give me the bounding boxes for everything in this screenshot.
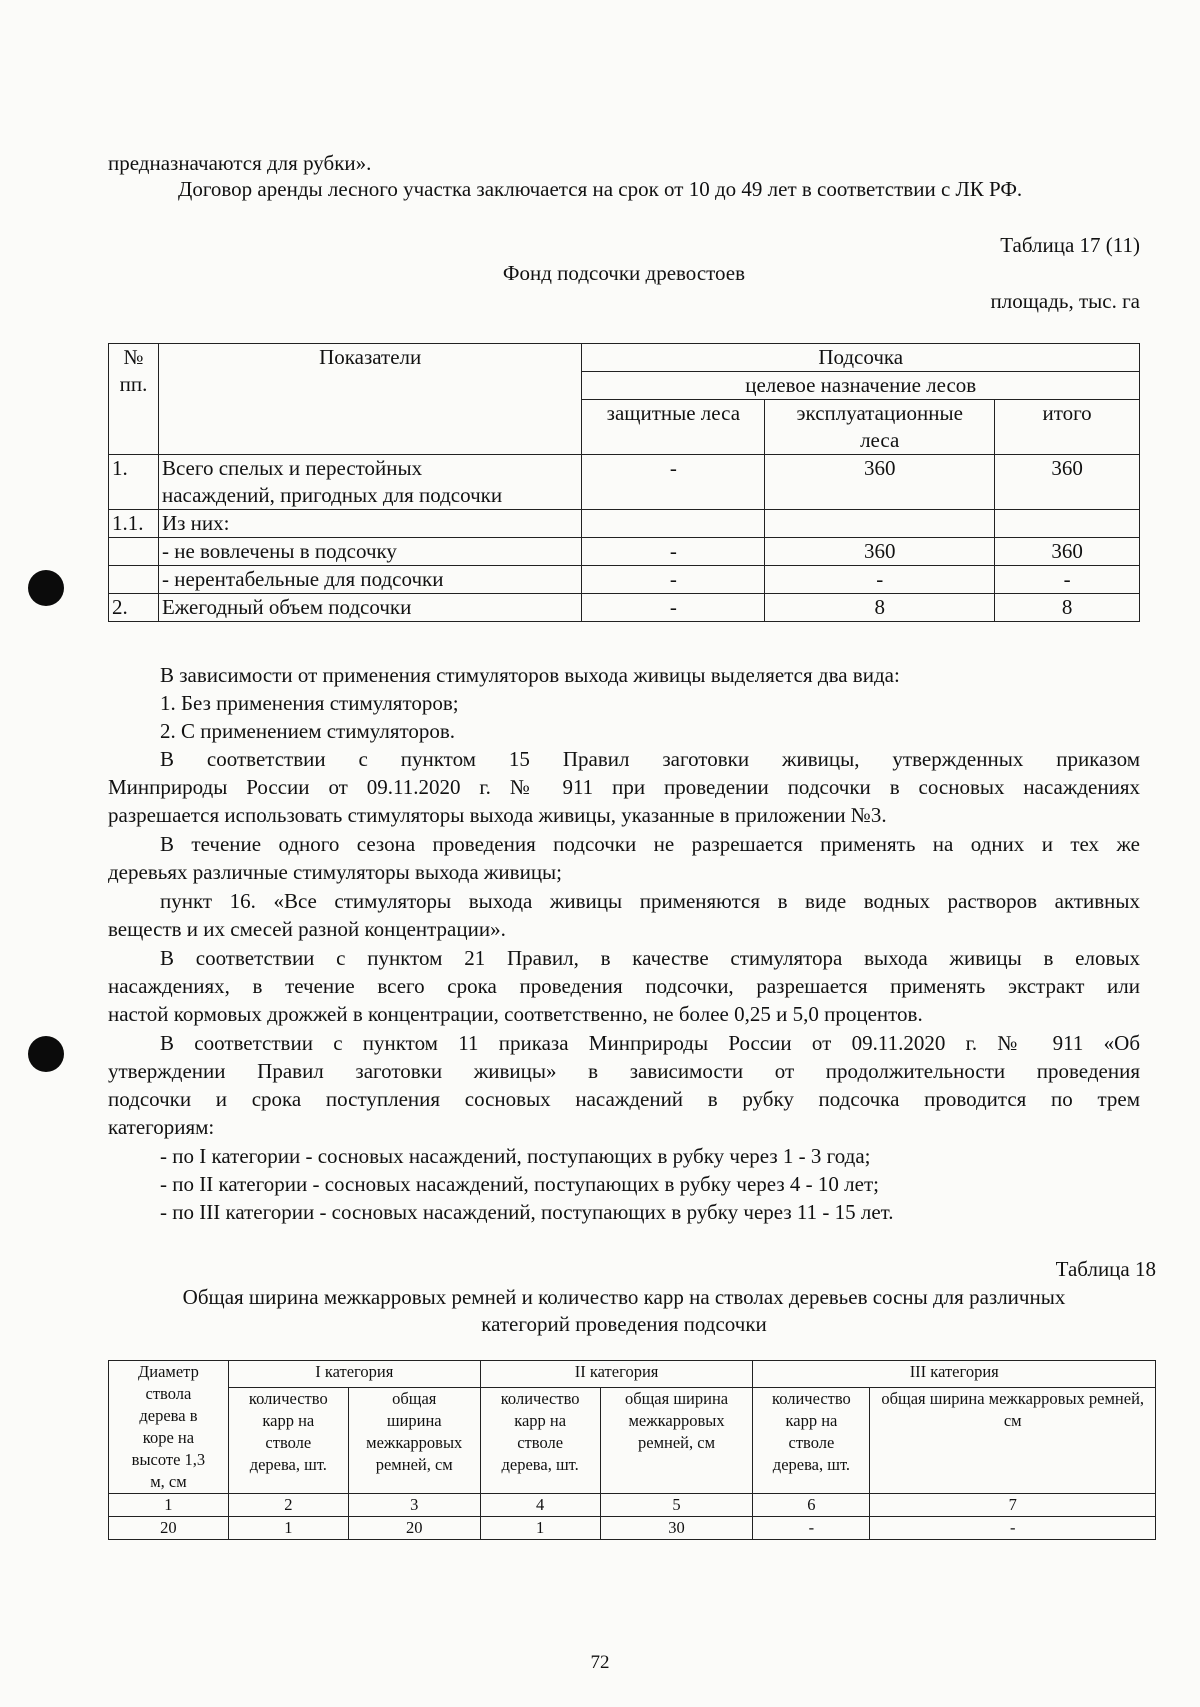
header-category-2: II категория: [480, 1361, 753, 1388]
paragraph: утверждении Правил заготовки живицы» в зависимости от продолжительности проведения: [108, 1059, 1140, 1083]
table-row: - нерентабельные для подсочки - - -: [109, 566, 1140, 594]
intro-line-1: предназначаются для рубки».: [108, 151, 372, 175]
header-category-1: I категория: [228, 1361, 480, 1388]
intro-line-2: Договор аренды лесного участка заключается на срок от 10 до 49 лет в соответствии с ЛК РФ.: [178, 177, 1023, 201]
table18-title-line-1: Общая ширина межкарровых ремней и количество карр на стволах деревьев сосны для различных: [182, 1285, 1066, 1309]
header-width: общая ширина межкарровых ремней, см: [348, 1388, 480, 1494]
paragraph: В соответствии с пунктом 15 Правил заготовки живицы, утвержденных приказом: [160, 747, 1140, 771]
header-protective: защитные леса: [582, 400, 765, 455]
punch-hole-mark: [28, 570, 64, 606]
paragraph: насаждениях, в течение всего срока проведения подсочки, разрешается применять экстракт или: [108, 974, 1140, 998]
paragraph: 2. С применением стимуляторов.: [160, 719, 456, 743]
paragraph: подсочки и срока поступления сосновых насаждений в рубку подсочка проводится по трем: [108, 1087, 1140, 1111]
table17-label: Таблица 17 (11): [1000, 233, 1140, 257]
table18-title-line-2: категорий проведения подсочки: [481, 1312, 767, 1336]
header-diameter: Диаметр ствола дерева в коре на высоте 1,3 м, см: [109, 1361, 229, 1494]
paragraph: разрешается использовать стимуляторы выхода живицы, указанные в приложении №3.: [108, 803, 887, 827]
list-item: - по III категории - сосновых насаждений, поступающих в рубку через 11 - 15 лет.: [160, 1200, 894, 1224]
table-row: - не вовлечены в подсочку - 360 360: [109, 538, 1140, 566]
list-item: - по II категории - сосновых насаждений, поступающих в рубку через 4 - 10 лет;: [160, 1172, 879, 1196]
table18-label: Таблица 18: [1055, 1257, 1156, 1281]
header-count: количество карр на стволе дерева, шт.: [753, 1388, 870, 1494]
header-width: общая ширина межкарровых ремней, см: [600, 1388, 753, 1494]
paragraph: пункт 16. «Все стимуляторы выхода живицы применяются в виде водных растворов активных: [160, 889, 1140, 913]
table-18: [108, 1360, 1156, 1540]
header-total: итого: [995, 400, 1140, 455]
header-purpose: целевое назначение лесов: [582, 372, 1140, 400]
paragraph: настой кормовых дрожжей в концентрации, соответственно, не более 0,25 и 5,0 процентов.: [108, 1002, 923, 1026]
header-num: № пп.: [109, 344, 159, 455]
header-exploitation: эксплуатационные леса: [765, 400, 995, 455]
paragraph: В соответствии с пунктом 11 приказа Минприроды России от 09.11.2020 г. № 911 «Об: [160, 1031, 1140, 1055]
table17-title: Фонд подсочки древостоев: [502, 261, 746, 285]
table-row: 1. Всего спелых и перестойных насаждений, пригодных для подсочки - 360 360: [109, 455, 1140, 510]
paragraph: В соответствии с пунктом 21 Правил, в качестве стимулятора выхода живицы в еловых: [160, 946, 1140, 970]
paragraph: деревьях различные стимуляторы выхода живицы;: [108, 860, 563, 884]
table-row: 20 1 20 1 30 - -: [109, 1517, 1156, 1540]
table-row: 2. Ежегодный объем подсочки - 8 8: [109, 594, 1140, 622]
paragraph: категориям:: [108, 1115, 215, 1139]
header-category-3: III категория: [753, 1361, 1156, 1388]
list-item: - по I категории - сосновых насаждений, поступающих в рубку через 1 - 3 года;: [160, 1144, 871, 1168]
header-count: количество карр на стволе дерева, шт.: [228, 1388, 348, 1494]
page-number: 72: [590, 1652, 610, 1673]
header-count: количество карр на стволе дерева, шт.: [480, 1388, 600, 1494]
header-podsochka: Подсочка: [582, 344, 1140, 372]
punch-hole-mark: [28, 1036, 64, 1072]
table-row: 1.1. Из них:: [109, 510, 1140, 538]
paragraph: Минприроды России от 09.11.2020 г. № 911 при проведении подсочки в сосновых насаждениях: [108, 775, 1140, 799]
paragraph: 1. Без применения стимуляторов;: [160, 691, 459, 715]
paragraph: В зависимости от применения стимуляторов выхода живицы выделяется два вида:: [160, 663, 900, 687]
header-width: общая ширина межкарровых ремней, см: [870, 1388, 1156, 1494]
table17-unit: площадь, тыс. га: [990, 289, 1140, 313]
paragraph: В течение одного сезона проведения подсочки не разрешается применять на одних и тех же: [160, 832, 1140, 856]
paragraph: веществ и их смесей разной концентрации».: [108, 917, 506, 941]
table-row-numbering: 1 2 3 4 5 6 7: [109, 1494, 1156, 1517]
header-indicators: Показатели: [158, 344, 581, 455]
table-17: [108, 343, 1140, 622]
